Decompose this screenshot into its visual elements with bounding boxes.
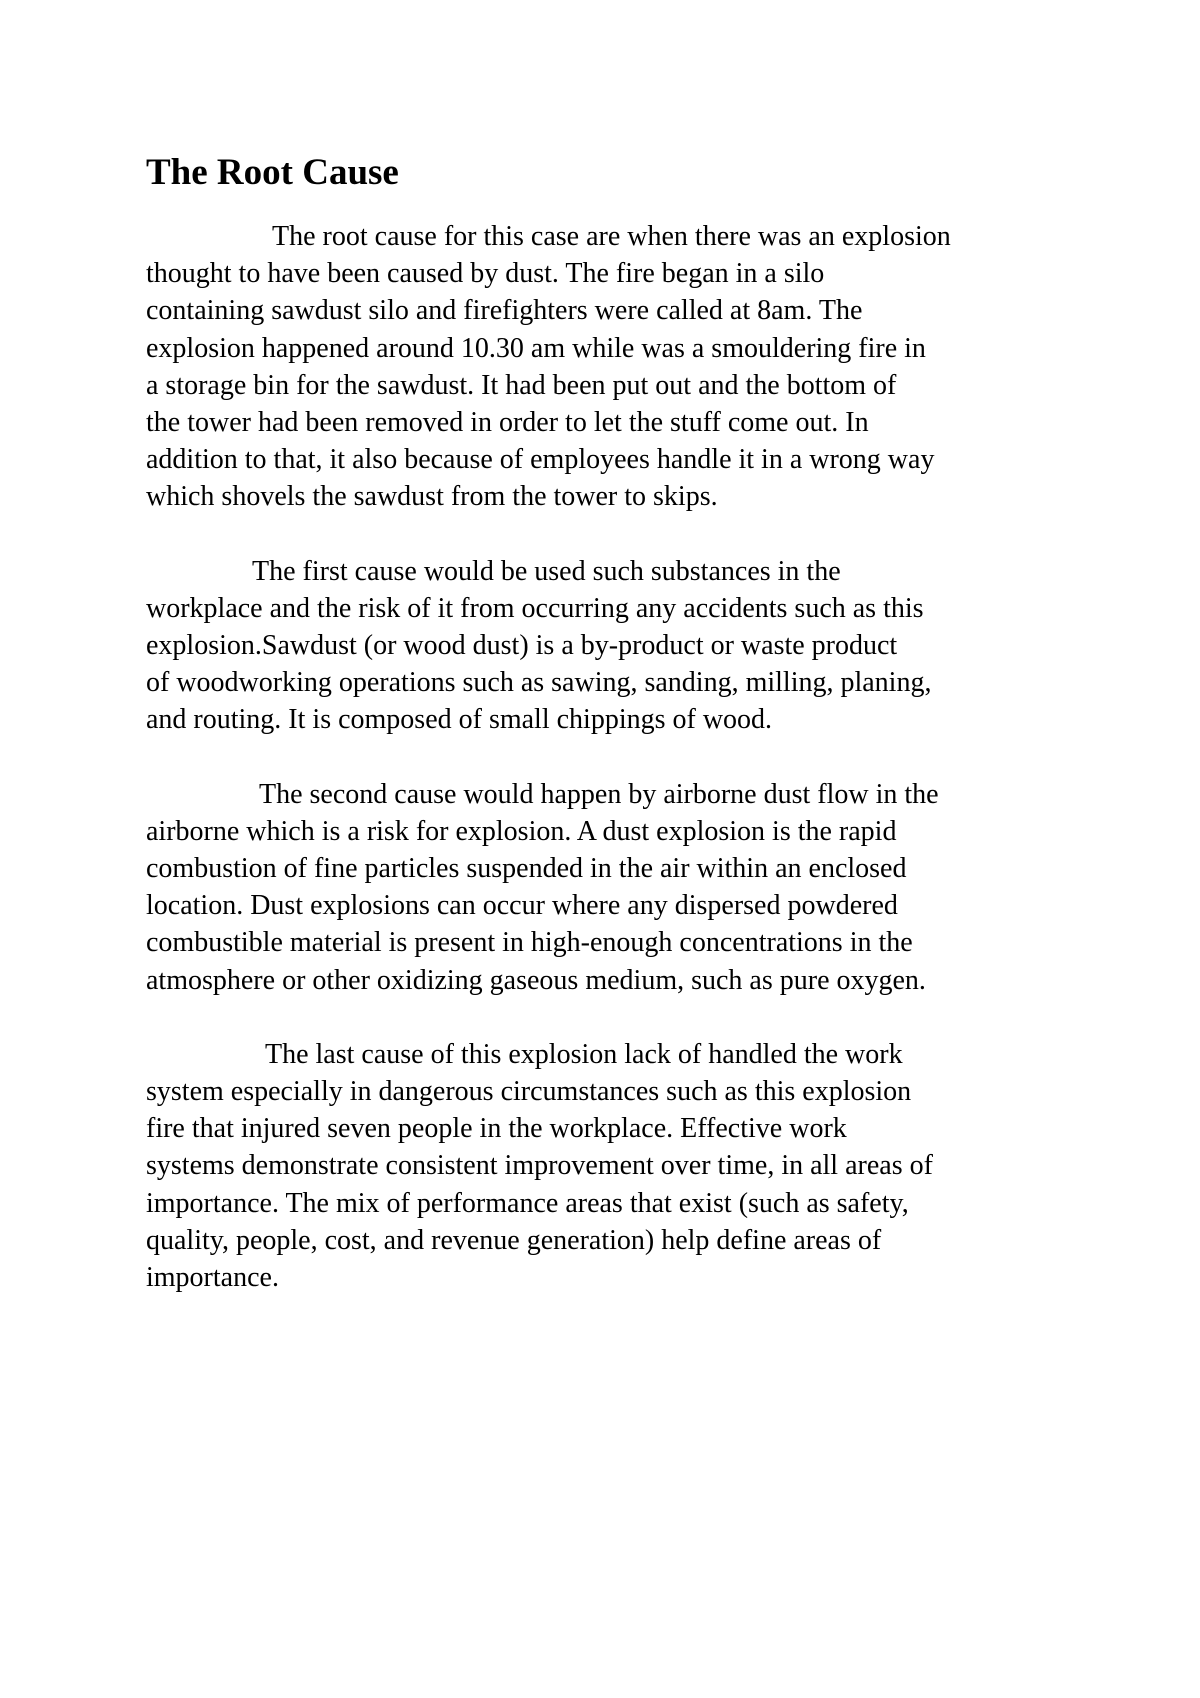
text-line: which shovels the sawdust from the tower to skips. — [146, 481, 718, 513]
text-line: The first cause would be used such substances in the — [252, 555, 841, 587]
text-line: containing sawdust silo and firefighters were called at 8am. The — [146, 295, 863, 327]
text-line: location. Dust explosions can occur where any dispersed powdered — [146, 890, 898, 922]
text-line: and routing. It is composed of small chippings of wood. — [146, 704, 773, 736]
text-line: addition to that, it also because of employees handle it in a wrong way — [146, 444, 935, 476]
text-line: quality, people, cost, and revenue generation) help define areas of — [146, 1224, 882, 1256]
text-line: of woodworking operations such as sawing, sanding, milling, planing, — [146, 667, 932, 699]
text-line: airborne which is a risk for explosion. A dust explosion is the rapid — [146, 815, 897, 847]
text-line: The root cause for this case are when there was an explosion — [272, 221, 951, 252]
text-line: fire that injured seven people in the workplace. Effective work — [146, 1113, 847, 1145]
text-line: a storage bin for the sawdust. It had been put out and the bottom of — [146, 369, 897, 401]
text-line: explosion happened around 10.30 am while was a smouldering fire in — [146, 332, 926, 364]
text-line: importance. — [146, 1262, 279, 1294]
text-line: systems demonstrate consistent improvement over time, in all areas of — [146, 1150, 933, 1182]
text-line: system especially in dangerous circumstances such as this explosion — [146, 1076, 912, 1108]
paragraph-2 — [146, 553, 1076, 739]
text-line: workplace and the risk of it from occurring any accidents such as this — [146, 592, 924, 624]
text-line: explosion.Sawdust (or wood dust) is a by-product or waste product — [146, 630, 898, 662]
paragraph-1 — [146, 218, 1076, 516]
text-line: importance. The mix of performance areas that exist (such as safety, — [146, 1187, 909, 1219]
text-line: The second cause would happen by airborne dust flow in the — [259, 778, 939, 810]
text-line: atmosphere or other oxidizing gaseous medium, such as pure oxygen. — [146, 964, 926, 996]
paragraph-4 — [146, 1036, 1076, 1296]
text-line: thought to have been caused by dust. The fire began in a silo — [146, 258, 825, 290]
text-line: combustible material is present in high-enough concentrations in the — [146, 927, 913, 959]
text-line: The last cause of this explosion lack of handled the work — [265, 1038, 903, 1070]
document-body — [146, 150, 1076, 1333]
text-line: the tower had been removed in order to let the stuff come out. In — [146, 407, 869, 439]
text-line: combustion of fine particles suspended in the air within an enclosed — [146, 853, 907, 885]
page-title: The Root Cause — [146, 152, 399, 193]
paragraph-3 — [146, 776, 1076, 999]
